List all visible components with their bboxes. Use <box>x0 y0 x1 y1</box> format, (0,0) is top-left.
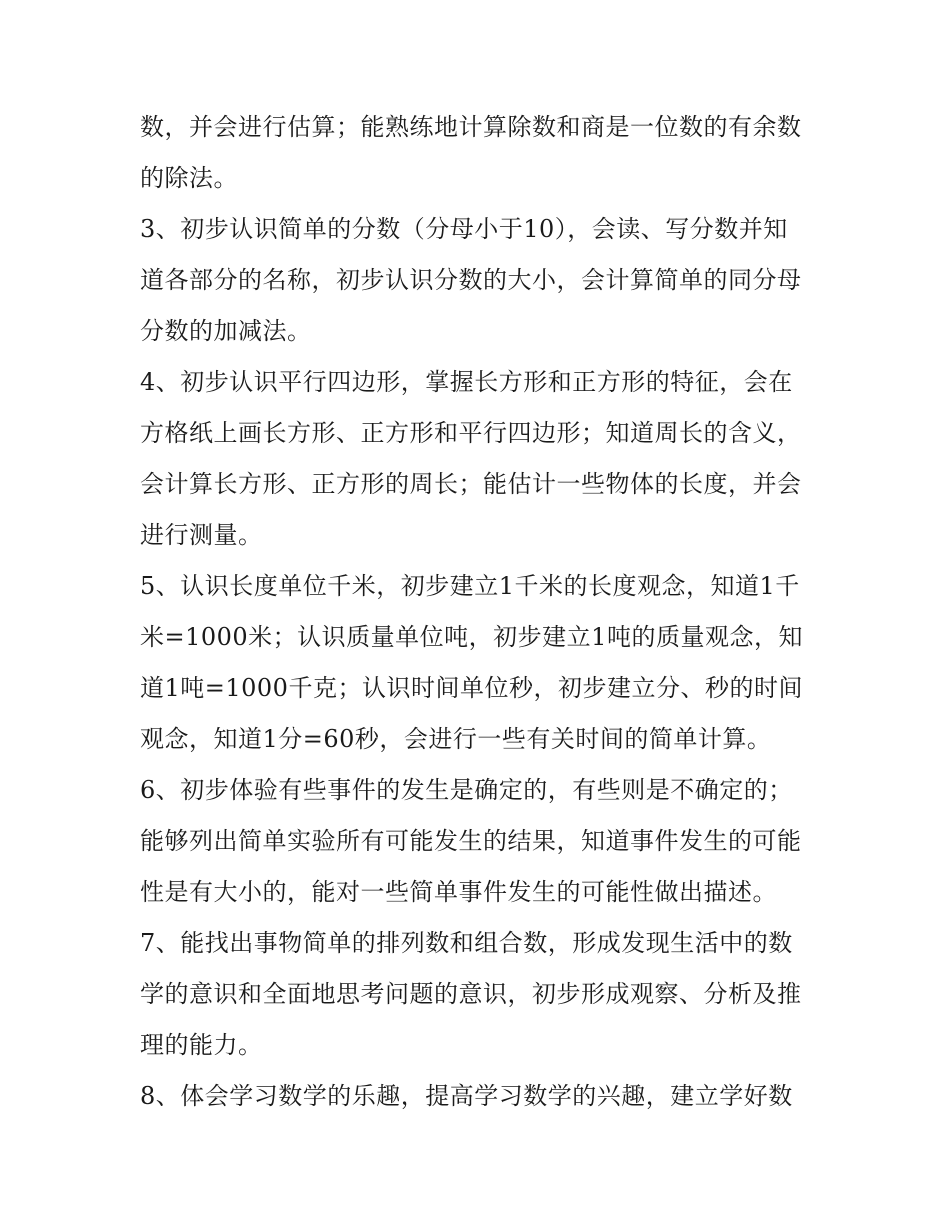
text-line: 的除法。 <box>140 164 238 192</box>
text-line: 进行测量。 <box>140 521 263 549</box>
text-line: 米=1000米；认识质量单位吨，初步建立1吨的质量观念，知 <box>140 623 803 651</box>
text-line: 3、初步认识简单的分数（分母小于10），会读、写分数并知 <box>140 215 788 243</box>
text-line: 学的意识和全面地思考问题的意识，初步形成观察、分析及推 <box>140 980 802 1008</box>
text-line: 8、体会学习数学的乐趣，提高学习数学的兴趣，建立学好数 <box>140 1082 793 1110</box>
text-line: 观念，知道1分=60秒，会进行一些有关时间的简单计算。 <box>140 725 772 753</box>
text-line: 道1吨=1000千克；认识时间单位秒，初步建立分、秒的时间 <box>140 674 803 702</box>
text-line: 4、初步认识平行四边形，掌握长方形和正方形的特征，会在 <box>140 368 793 396</box>
text-line: 能够列出简单实验所有可能发生的结果，知道事件发生的可能 <box>140 827 802 855</box>
text-line: 道各部分的名称，初步认识分数的大小，会计算简单的同分母 <box>140 266 802 294</box>
text-line: 理的能力。 <box>140 1031 263 1059</box>
text-line: 分数的加减法。 <box>140 317 312 345</box>
text-line: 方格纸上画长方形、正方形和平行四边形；知道周长的含义， <box>140 419 802 447</box>
document-body <box>140 102 820 1122</box>
text-line: 6、初步体验有些事件的发生是确定的，有些则是不确定的； <box>140 776 793 804</box>
text-line: 会计算长方形、正方形的周长；能估计一些物体的长度，并会 <box>140 470 802 498</box>
text-line: 性是有大小的，能对一些简单事件发生的可能性做出描述。 <box>140 878 777 906</box>
text-line: 7、能找出事物简单的排列数和组合数，形成发现生活中的数 <box>140 929 793 957</box>
text-line: 数，并会进行估算；能熟练地计算除数和商是一位数的有余数 <box>140 113 802 141</box>
text-line: 5、认识长度单位千米，初步建立1千米的长度观念，知道1千 <box>140 572 800 600</box>
